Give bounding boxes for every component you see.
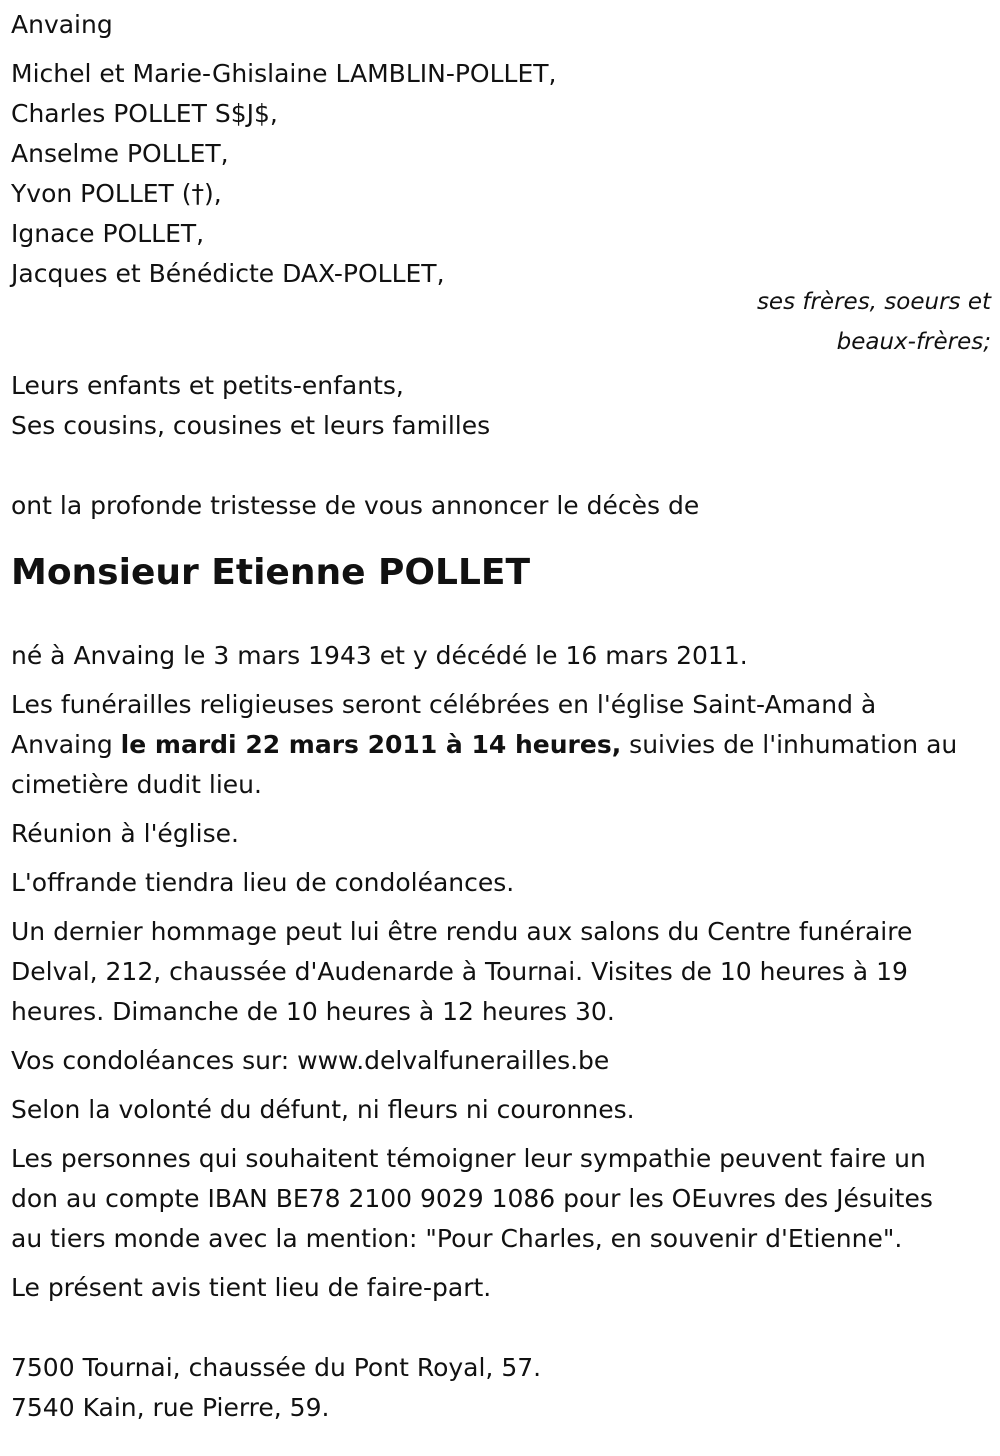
place: Anvaing xyxy=(11,10,113,39)
birth-death-text: né à Anvaing le 3 mars 1943 et y décédé le 16 mars 2011. xyxy=(11,641,748,670)
addresses xyxy=(11,1348,991,1428)
condolences-text: Vos condoléances sur: www.delvalfunerailles.be xyxy=(11,1046,610,1075)
announcement xyxy=(11,486,991,526)
homage-line: heures. Dimanche de 10 heures à 12 heures 30. xyxy=(11,997,615,1026)
family-member: Yvon POLLET (†), xyxy=(11,179,222,208)
funeral-line-2 xyxy=(11,725,991,765)
flowers xyxy=(11,1090,991,1130)
birth-death xyxy=(11,636,991,676)
condolences xyxy=(11,1041,991,1081)
funeral-burial: suivies de l'inhumation au xyxy=(621,730,958,759)
relation-line: ses frères, soeurs et xyxy=(756,289,991,315)
relation-note xyxy=(11,282,991,362)
offering xyxy=(11,863,991,903)
meeting-text: Réunion à l'église. xyxy=(11,819,239,848)
place-line xyxy=(11,5,991,45)
family-list xyxy=(11,54,991,294)
announcement-text: ont la profonde tristesse de vous annoncer le décès de xyxy=(11,491,700,520)
flowers-text: Selon la volonté du défunt, ni fleurs ni couronnes. xyxy=(11,1095,635,1124)
address-line: 7540 Kain, rue Pierre, 59. xyxy=(11,1393,330,1422)
relatives-list xyxy=(11,366,991,446)
donation-line: au tiers monde avec la mention: "Pour Charles, en souvenir d'Etienne". xyxy=(11,1224,903,1253)
offering-text: L'offrande tiendra lieu de condoléances. xyxy=(11,868,515,897)
funeral-line-3: cimetière dudit lieu. xyxy=(11,770,262,799)
funeral-date-time: le mardi 22 mars 2011 à 14 heures, xyxy=(120,730,622,759)
relatives-line: Leurs enfants et petits-enfants, xyxy=(11,371,404,400)
notice-text: Le présent avis tient lieu de faire-part. xyxy=(11,1273,492,1302)
funeral-line-1: Les funérailles religieuses seront célébrées en l'église Saint-Amand à xyxy=(11,690,877,719)
family-member: Charles POLLET S$J$, xyxy=(11,99,278,128)
donation-line: don au compte IBAN BE78 2100 9029 1086 pour les OEuvres des Jésuites xyxy=(11,1184,933,1213)
homage xyxy=(11,912,991,1032)
deceased-name: Monsieur Etienne POLLET xyxy=(11,552,531,593)
donation-line: Les personnes qui souhaitent témoigner leur sympathie peuvent faire un xyxy=(11,1144,926,1173)
funeral-place: Anvaing xyxy=(11,730,121,759)
homage-line: Un dernier hommage peut lui être rendu aux salons du Centre funéraire xyxy=(11,917,913,946)
notice xyxy=(11,1268,991,1308)
homage-line: Delval, 212, chaussée d'Audenarde à Tournai. Visites de 10 heures à 19 xyxy=(11,957,908,986)
family-member: Anselme POLLET, xyxy=(11,139,229,168)
obituary-notice xyxy=(11,5,991,1428)
relation-line: beaux-frères; xyxy=(836,329,991,355)
family-member: Jacques et Bénédicte DAX-POLLET, xyxy=(11,259,445,288)
relatives-line: Ses cousins, cousines et leurs familles xyxy=(11,411,491,440)
family-member: Ignace POLLET, xyxy=(11,219,205,248)
donation xyxy=(11,1139,991,1259)
address-line: 7500 Tournai, chaussée du Pont Royal, 57. xyxy=(11,1353,542,1382)
meeting xyxy=(11,814,991,854)
funeral-details xyxy=(11,685,991,805)
family-member: Michel et Marie-Ghislaine LAMBLIN-POLLET, xyxy=(11,59,557,88)
